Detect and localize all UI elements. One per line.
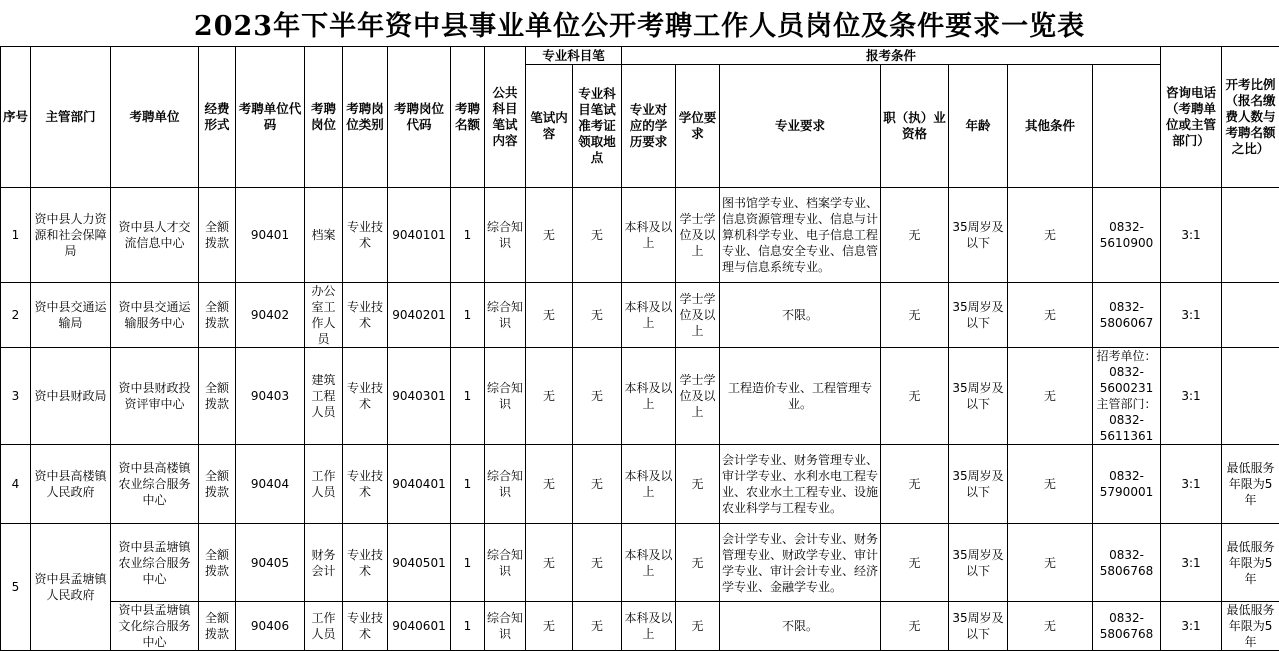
- cell-dept: 资中县孟塘镇人民政府: [31, 524, 111, 651]
- header-prof-ticket: 专业科目笔试准考证领取地点: [573, 65, 622, 188]
- cell-prof-content: 无: [526, 445, 573, 524]
- table-row: [1, 283, 1279, 348]
- cell-major: 图书馆学专业、档案学专业、信息资源管理专业、信息与计算机科学专业、电子信息工程专业、信息安全专业、信息管理与信息系统专业。: [720, 188, 881, 283]
- cell-major: 不限。: [720, 602, 881, 651]
- cell-qual: 无: [881, 445, 949, 524]
- cell-quota: 1: [451, 348, 485, 445]
- header-post-code: 考聘岗位代码: [388, 47, 451, 188]
- cell-post-code: 9040401: [388, 445, 451, 524]
- table-row: [1, 348, 1279, 445]
- cell-unit: 资中县人才交流信息中心: [111, 188, 199, 283]
- cell-fund: 全额拨款: [199, 348, 236, 445]
- cell-ratio: 3:1: [1161, 602, 1222, 651]
- header-dept: 主管部门: [31, 47, 111, 188]
- cell-unit-code: 90403: [236, 348, 305, 445]
- cell-unit-code: 90401: [236, 188, 305, 283]
- cell-age: 35周岁及以下: [949, 524, 1008, 602]
- cell-post-code: 9040501: [388, 524, 451, 602]
- cell-seq: 4: [1, 445, 31, 524]
- cell-note: [1222, 188, 1279, 283]
- cell-prof-ticket: 无: [573, 283, 622, 348]
- cell-qual: 无: [881, 602, 949, 651]
- cell-note: 最低服务年限为5年: [1222, 524, 1279, 602]
- cell-prof-content: 无: [526, 283, 573, 348]
- cell-post-type: 专业技术: [343, 348, 388, 445]
- cell-note: 最低服务年限为5年: [1222, 445, 1279, 524]
- cell-degree: 无: [676, 602, 720, 651]
- cell-prof-content: 无: [526, 188, 573, 283]
- cell-post-type: 专业技术: [343, 283, 388, 348]
- header-fund: 经费形式: [199, 47, 236, 188]
- cell-public-exam: 综合知识: [485, 445, 526, 524]
- header-unit-code: 考聘单位代码: [236, 47, 305, 188]
- header-post-type: 考聘岗位类别: [343, 47, 388, 188]
- cell-fund: 全额拨款: [199, 445, 236, 524]
- cell-phone: 0832-5790001: [1093, 445, 1161, 524]
- cell-prof-content: 无: [526, 524, 573, 602]
- cell-major: 会计学专业、财务管理专业、审计学专业、水利水电工程专业、农业水土工程专业、设施农业科学与工程专业。: [720, 445, 881, 524]
- cell-unit: 资中县交通运输服务中心: [111, 283, 199, 348]
- cell-prof-ticket: 无: [573, 445, 622, 524]
- cell-degree: 无: [676, 445, 720, 524]
- cell-unit-code: 90406: [236, 602, 305, 651]
- cell-other: 无: [1008, 283, 1093, 348]
- cell-fund: 全额拨款: [199, 524, 236, 602]
- cell-other: 无: [1008, 524, 1093, 602]
- cell-qual: 无: [881, 524, 949, 602]
- cell-phone: 0832-5806067: [1093, 283, 1161, 348]
- cell-dept: 资中县高楼镇人民政府: [31, 445, 111, 524]
- cell-unit: 资中县高楼镇农业综合服务中心: [111, 445, 199, 524]
- cell-fund: 全额拨款: [199, 188, 236, 283]
- cell-quota: 1: [451, 445, 485, 524]
- cell-phone: 0832-5806768: [1093, 602, 1161, 651]
- cell-dept: 资中县财政局: [31, 348, 111, 445]
- cell-note: 最低服务年限为5年: [1222, 602, 1279, 651]
- header-qual: 职（执）业资格: [881, 65, 949, 188]
- cell-dept: 资中县交通运输局: [31, 283, 111, 348]
- cell-other: 无: [1008, 602, 1093, 651]
- header-major: 专业要求: [720, 65, 881, 188]
- cell-prof-ticket: 无: [573, 524, 622, 602]
- cell-phone: 0832-5610900: [1093, 188, 1161, 283]
- cell-post-code: 9040201: [388, 283, 451, 348]
- cell-prof-content: 无: [526, 348, 573, 445]
- cell-post: 工作人员: [305, 602, 343, 651]
- cell-qual: 无: [881, 188, 949, 283]
- header-cond-group: 报考条件: [622, 47, 1161, 65]
- cell-prof-content: 无: [526, 602, 573, 651]
- cell-quota: 1: [451, 524, 485, 602]
- cell-post: 建筑工程人员: [305, 348, 343, 445]
- table-row: [1, 602, 1279, 651]
- cell-post: 办公室工作人员: [305, 283, 343, 348]
- cell-age: 35周岁及以下: [949, 348, 1008, 445]
- cell-edu: 本科及以上: [622, 283, 676, 348]
- cell-unit-code: 90402: [236, 283, 305, 348]
- cell-edu: 本科及以上: [622, 445, 676, 524]
- cell-post: 档案: [305, 188, 343, 283]
- cell-post-code: 9040301: [388, 348, 451, 445]
- cell-quota: 1: [451, 602, 485, 651]
- header-ratio: 开考比例（报名缴费人数与考聘名额之比）: [1222, 47, 1279, 188]
- cell-age: 35周岁及以下: [949, 445, 1008, 524]
- cell-edu: 本科及以上: [622, 524, 676, 602]
- cell-post-code: 9040601: [388, 602, 451, 651]
- cell-unit: 资中县孟塘镇文化综合服务中心: [111, 602, 199, 651]
- page-title: 2023年下半年资中县事业单位公开考聘工作人员岗位及条件要求一览表: [0, 0, 1279, 46]
- cell-degree: 无: [676, 524, 720, 602]
- cell-dept: 资中县人力资源和社会保障局: [31, 188, 111, 283]
- cell-post-type: 专业技术: [343, 188, 388, 283]
- cell-ratio: 3:1: [1161, 445, 1222, 524]
- cell-quota: 1: [451, 283, 485, 348]
- cell-post-type: 专业技术: [343, 524, 388, 602]
- cell-post: 财务会计: [305, 524, 343, 602]
- cell-degree: 学士学位及以上: [676, 348, 720, 445]
- cell-seq: 3: [1, 348, 31, 445]
- cell-unit: 资中县财政投资评审中心: [111, 348, 199, 445]
- header-prof-group: 专业科目笔: [526, 47, 622, 65]
- cell-qual: 无: [881, 283, 949, 348]
- table-row: [1, 445, 1279, 524]
- header-quota: 考聘名额: [451, 47, 485, 188]
- header-degree: 学位要求: [676, 65, 720, 188]
- cell-qual: 无: [881, 348, 949, 445]
- cell-unit: 资中县孟塘镇农业综合服务中心: [111, 524, 199, 602]
- cell-major: 会计学专业、会计专业、财务管理专业、财政学专业、审计学专业、审计会计专业、经济学专业、金融学专业。: [720, 524, 881, 602]
- cell-other: 无: [1008, 348, 1093, 445]
- header-prof-content: 笔试内容: [526, 65, 573, 188]
- cell-major: 不限。: [720, 283, 881, 348]
- cell-ratio: 3:1: [1161, 524, 1222, 602]
- table-row: [1, 524, 1279, 602]
- cell-post-type: 专业技术: [343, 445, 388, 524]
- cell-seq: 2: [1, 283, 31, 348]
- cell-edu: 本科及以上: [622, 188, 676, 283]
- cell-post: 工作人员: [305, 445, 343, 524]
- cell-prof-ticket: 无: [573, 188, 622, 283]
- cell-public-exam: 综合知识: [485, 524, 526, 602]
- header-public-exam: 公共科目笔试内容: [485, 47, 526, 188]
- cell-unit-code: 90404: [236, 445, 305, 524]
- cell-degree: 学士学位及以上: [676, 188, 720, 283]
- header-age: 年龄: [949, 65, 1008, 188]
- cell-seq: 5: [1, 524, 31, 651]
- header-unit: 考聘单位: [111, 47, 199, 188]
- header-phone: 咨询电话（考聘单位或主管部门）: [1161, 47, 1222, 188]
- table-row: [1, 188, 1279, 283]
- cell-ratio: 3:1: [1161, 283, 1222, 348]
- cell-post-code: 9040101: [388, 188, 451, 283]
- cell-public-exam: 综合知识: [485, 188, 526, 283]
- cell-prof-ticket: 无: [573, 602, 622, 651]
- cell-other: 无: [1008, 188, 1093, 283]
- header-edu: 专业对应的学历要求: [622, 65, 676, 188]
- cell-phone: 0832-5806768: [1093, 524, 1161, 602]
- cell-fund: 全额拨款: [199, 283, 236, 348]
- cell-phone: 招考单位：0832-5600231 主管部门：0832-5611361: [1093, 348, 1161, 445]
- cell-edu: 本科及以上: [622, 602, 676, 651]
- cell-unit-code: 90405: [236, 524, 305, 602]
- cell-note: [1222, 348, 1279, 445]
- cell-degree: 学士学位及以上: [676, 283, 720, 348]
- cell-other: 无: [1008, 445, 1093, 524]
- cell-seq: 1: [1, 188, 31, 283]
- cell-public-exam: 综合知识: [485, 348, 526, 445]
- cell-fund: 全额拨款: [199, 602, 236, 651]
- cell-ratio: 3:1: [1161, 348, 1222, 445]
- header-post: 考聘岗位: [305, 47, 343, 188]
- cell-major: 工程造价专业、工程管理专业。: [720, 348, 881, 445]
- cell-note: [1222, 283, 1279, 348]
- header-seq: 序号: [1, 47, 31, 188]
- cell-prof-ticket: 无: [573, 348, 622, 445]
- cell-post-type: 专业技术: [343, 602, 388, 651]
- cell-public-exam: 综合知识: [485, 283, 526, 348]
- header-other: 其他条件: [1008, 65, 1093, 188]
- cell-age: 35周岁及以下: [949, 602, 1008, 651]
- cell-ratio: 3:1: [1161, 188, 1222, 283]
- cell-age: 35周岁及以下: [949, 283, 1008, 348]
- cell-age: 35周岁及以下: [949, 188, 1008, 283]
- cell-quota: 1: [451, 188, 485, 283]
- job-table: [0, 46, 1279, 651]
- cell-edu: 本科及以上: [622, 348, 676, 445]
- cell-public-exam: 综合知识: [485, 602, 526, 651]
